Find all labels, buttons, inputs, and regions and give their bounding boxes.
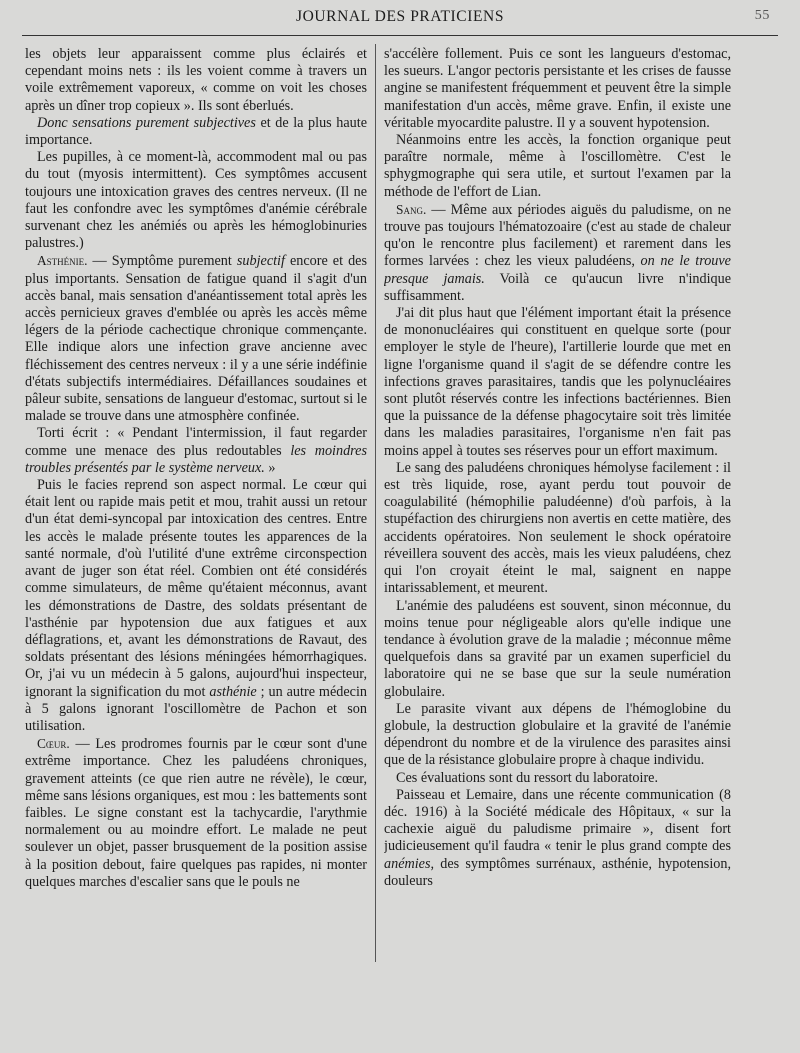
paragraph: L'anémie des paludéens est souvent, sinon méconnue, du moins tenue pour négligeable alors qu'elle indique une tendance à évolution grave de la maladie ; méconnue même quelquefois dans sa gravité par un examen superficiel du laboratoire qui ne se base que sur la seule numération globulaire. [384,597,731,700]
paragraph: Ces évaluations sont du ressort du laboratoire. [396,769,659,786]
header-rule [22,35,778,36]
emphasis: Donc sensations purement subjectives [37,114,256,131]
column-divider [375,44,376,962]
text-span: Voilà ce qu'aucun livre n'indique suffisamment. [384,270,731,304]
text-span: — Même aux périodes aiguës du paludisme, on ne trouve pas toujours l'hématozoaire (c'est au stade de chaleur qu'on le rencontre plus facilement) et rarement dans les formes larvées : chez les vieux paludéens, [384,201,731,270]
paragraph: s'accélère follement. Puis ce sont les langueurs d'estomac, les sueurs. L'angor pectoris persistante et les crises de fausse angine se manifestent fréquemment et peuvent être la simple manifestation d'un accès, même grave. Enfin, il existe une véritable myocardite palustre. Il y a souvent hypotension. [384,46,731,131]
running-head [0,8,800,30]
text-span: encore et des plus importants. Sensation de fatigue quand il s'agit d'un accès banal, mais sensation d'anéantissement total après les accès pernicieux graves d'emblée ou après les accès même légers de la période cachectique chronique commençante. Elle indique alors une infection grave ancienne avec fléchissement des centres nerveux : il y a une série indéfinie d'états subjectifs intermédiaires. Défaillances soudaines et pâleur subite, sensations de langueur d'estomac, surtout si le malade se trouve dans une atmosphère confinée. [25,253,367,425]
text-span: — Les prodromes fournis par le cœur sont d'une extrême importance. Chez les paludéens chroniques, gravement atteints (ce que rien autre ne révèle), le cœur, même sans lésions organiques, est mou : les battements sont faibles. Le signe constant est la tachycardie, l'arythmie normalement ou au moindre effort. Le malade ne peut soulever un objet, passer brusquement de la position assise à la position debout, faire quelques pas rapides, ni monter quelques marches d'escalier sans que le pouls ne [25,736,367,890]
left-column [25,46,367,1036]
paragraph: Les pupilles, à ce moment-là, accommodent mal ou pas du tout (myosis intermittent). Ces symptômes accusent toujours une intoxication graves des centres nerveux. (Il ne faut les confondre avec les symptômes d'anémie cérébrale survenant chez les anémiés ou après les hémoglobinuries palustres.) [25,149,367,252]
section-heading: Asthénie. [37,253,88,269]
emphasis: on ne le trouve presque jamais. [384,253,731,287]
paragraph [25,477,367,735]
page-number: 55 [754,8,770,23]
right-column [384,46,731,1036]
paragraph: les objets leur apparaissent comme plus éclairés et cependant moins nets : ils les voient comme à travers un voile extrêmement vaporeux, « comme on voit les choses après un dîner trop copieux ». Ils sont éberlués. [25,46,367,114]
text-span: Puis le facies reprend son aspect normal. Le cœur qui était lent ou rapide mais petit et mou, trahit aussi un retour d'un état demi-syncopal par intoxication des centres. Entre les accès le malade présente toutes les apparences de la santé normale, d'où l'utilité d'une extrême circonspection avant de juger son état réel. Combien ont été considérés comme simulateurs, de même qu'étaient méconnus, avant les démonstrations de Dastre, des soldats présentant de l'asthénie par hypotension due aux fatigues et aux déflagrations, et, avant les démonstrations de Ravaut, des soldats présentant des lésions méningées hémorrhagiques. Or, j'ai vu un médecin à 5 galons, aujourd'hui inspecteur, ignorant la signification du mot [25,477,367,700]
text-span: — Symptôme purement [87,253,237,270]
section-heading: Cœur. [37,736,70,752]
emphasis: anémies [384,855,431,872]
journal-title: JOURNAL DES PRATICIENS [295,8,505,25]
paragraph [25,425,367,477]
emphasis: asthénie [209,683,257,700]
text-span: et de la plus haute importance. [25,114,367,149]
paragraph [384,787,731,890]
paragraph: Le parasite vivant aux dépens de l'hémoglobine du globule, la destruction globulaire et la gravité de l'anémie dépendront du nombre et de la virulence des parasites ainsi que de la résistance globulaire propre à chaque individu. [384,700,731,769]
text-span: , des symptômes surrénaux, asthénie, hypotension, douleurs [384,855,731,889]
emphasis: les moindres troubles présentés par le système nerveux. [25,442,367,476]
section-heading: Sang. [396,201,427,217]
paragraph: Néanmoins entre les accès, la fonction organique peut paraître normale, même à l'oscillomètre. C'est le sphygmographe qui sera utile, et surtout l'examen par la méthode de l'effort de Lian. [384,132,731,200]
text-span: Paisseau et Lemaire, dans une récente communication (8 déc. 1916) à la Société médicale des Hôpitaux, « sur la cachexie aiguë du paludisme primaire », disent fort judicieusement qu'il faudra « tenir le plus grand compte des [384,786,731,855]
paragraph [25,115,367,149]
section-sang [384,201,731,305]
section-coeur [25,735,367,891]
text-span: » [264,459,276,476]
text-span: ; un autre médecin à 5 galons ignorant l'oscillomètre de Pachon et son utilisation. [25,683,367,734]
paragraph: J'ai dit plus haut que l'élément important était la présence de mononucléaires qui constituent en quelque sorte (pour employer le style de l'heure), l'artillerie lourde que met en ligne l'organisme quand il s'agit de se défendre contre les infections graves parasitaires, tandis que les polynucléaires sont plutôt réservés contre les infections bactériennes. Bien que la puissance de la défense phagocytaire soit très limitée dans les maladies parasitaires, l'organisme n'en fait pas moins appel à toutes ses réserves pour un effort maximum. [384,305,731,459]
section-asthenie [25,252,367,425]
emphasis: subjectif [236,253,285,270]
text-span: Torti écrit : « Pendant l'intermission, il faut regarder comme une menace des plus redoutables [25,425,367,459]
paragraph: Le sang des paludéens chroniques hémolyse facilement : il est très liquide, rose, ayant perdu tout pouvoir de coagulabilité (hémophilie paludéenne) d'où parfois, à la stupéfaction des chirurgiens non avertis en cette matière, des accidents opératoires. Non seulement le shock opératoire réveillera souvent des accès, mais les vieux paludéens, chez qui l'on croyait éteint le mal, saignent en nappe intarissablement, et meurent. [384,459,731,597]
